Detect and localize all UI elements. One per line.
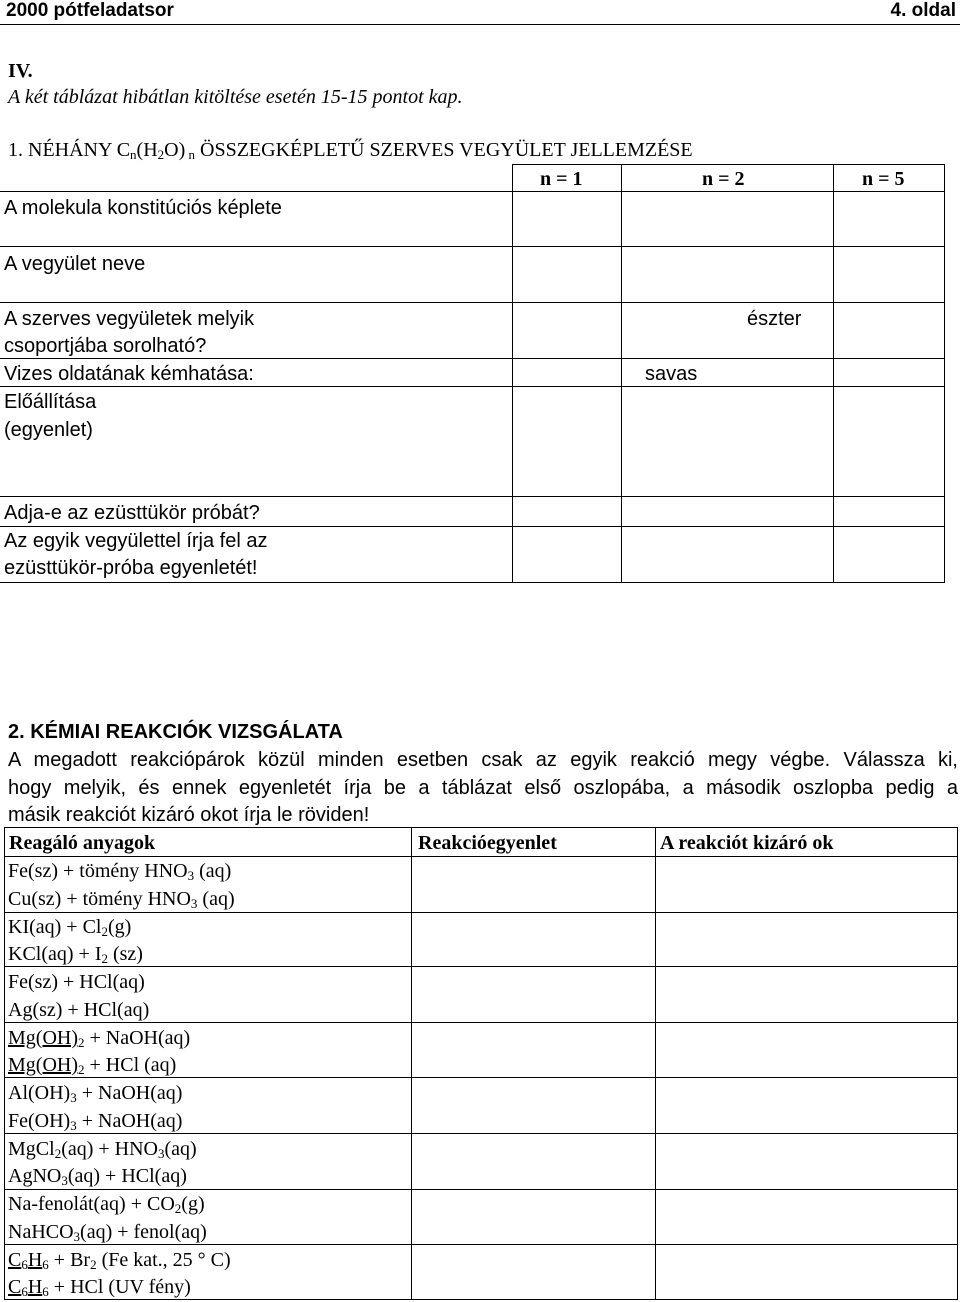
section-number: IV. [8, 60, 33, 82]
task2-instruction-3: másik reakciót kizáró okot írja le röviden! [8, 804, 370, 826]
reactant-pair-item: Fe(sz) + tömény $HNO_3$ (aq) [8, 860, 232, 883]
row-label-group-2: csoportjába sorolható? [4, 335, 207, 357]
cell-group-n5: észter [747, 308, 802, 330]
task2-instruction-2: hogy melyik, és ennek egyenletét írja be a táblázat első oszlopába, a második oszlopba pedig a [8, 777, 958, 799]
row-label-silver-mirror: Adja-e az ezüsttükör próbát? [4, 502, 260, 524]
col-header-n5: n = 5 [862, 168, 905, 190]
reactant-pair-item: $Mg(OH)_2$ + HCl (aq) [8, 1054, 177, 1077]
col-header-reason: A reakciót kizáró ok [660, 832, 834, 854]
reactant-pair-item: Na-fenolát(aq) + $CO_2(g)$ [8, 1193, 205, 1216]
reactant-pair-item: $C_6H_6$ + HCl (UV fény) [8, 1276, 191, 1299]
task1-title: 1. NÉHÁNY $C_n(H_2O)$ $_n$ ÖSSZEGKÉPLETŰ SZERVES VEGYÜLET JELLEMZÉSE [8, 139, 693, 162]
row-label-preparation-1: Előállítása [4, 391, 97, 413]
reactant-pair-item: MgCl$_2$(aq) + $HNO_3(aq)$ [8, 1138, 197, 1161]
row-label-equation-2: ezüsttükör-próba egyenletét! [4, 557, 258, 579]
cell-ph-n2: savas [645, 363, 698, 385]
section-note: A két táblázat hibátlan kitöltése esetén 15-15 pontot kap. [8, 86, 463, 108]
page-header-left: 2000 pótfeladatsor [6, 0, 174, 21]
reactant-pair-item: $C_6H_6 + Br_2$ (Fe kat., 25 ° C) [8, 1249, 231, 1272]
reactant-pair-item: Cu(sz) + tömény $HNO_3$ (aq) [8, 888, 235, 911]
task2-instruction-1: A megadott reakciópárok közül minden esetben csak az egyik reakció megy végbe. Válassza ki, [8, 749, 958, 771]
reactant-pair-item: $Fe(OH)_3$ + NaOH(aq) [8, 1110, 183, 1133]
row-label-formula: A molekula konstitúciós képlete [4, 197, 282, 219]
col-header-n2: n = 2 [702, 168, 745, 190]
page-number: 4. oldal [890, 0, 956, 21]
row-label-preparation-2: (egyenlet) [4, 419, 93, 441]
col-header-equation: Reakcióegyenlet [418, 832, 557, 854]
row-label-equation-1: Az egyik vegyülettel írja fel az [4, 530, 268, 552]
col-header-reactants: Reagáló anyagok [9, 832, 156, 854]
col-header-n1: n = 1 [540, 168, 583, 190]
header-rule [0, 24, 960, 25]
reactant-pair-item: $Mg(OH)_2$ + NaOH(aq) [8, 1027, 191, 1050]
reactant-pair-item: Ag(sz) + HCl(aq) [8, 999, 150, 1021]
row-label-ph: Vizes oldatának kémhatása: [4, 363, 254, 385]
reactant-pair-item: $Al(OH)_3$ + NaOH(aq) [8, 1082, 183, 1105]
reactant-pair-item: $KI(aq) + Cl_2(g)$ [8, 916, 132, 939]
row-label-name: A vegyület neve [4, 253, 146, 275]
task2-title: 2. KÉMIAI REAKCIÓK VIZSGÁLATA [8, 721, 343, 743]
reactant-pair-item: AgNO$_3$(aq) + HCl(aq) [8, 1165, 187, 1188]
reactant-pair-item: Fe(sz) + HCl(aq) [8, 971, 145, 993]
reactant-pair-item: $KCl(aq) + I_2$ (sz) [8, 943, 143, 966]
reactant-pair-item: NaHCO$_3$(aq) + fenol(aq) [8, 1221, 207, 1244]
row-label-group-1: A szerves vegyületek melyik [4, 308, 255, 330]
